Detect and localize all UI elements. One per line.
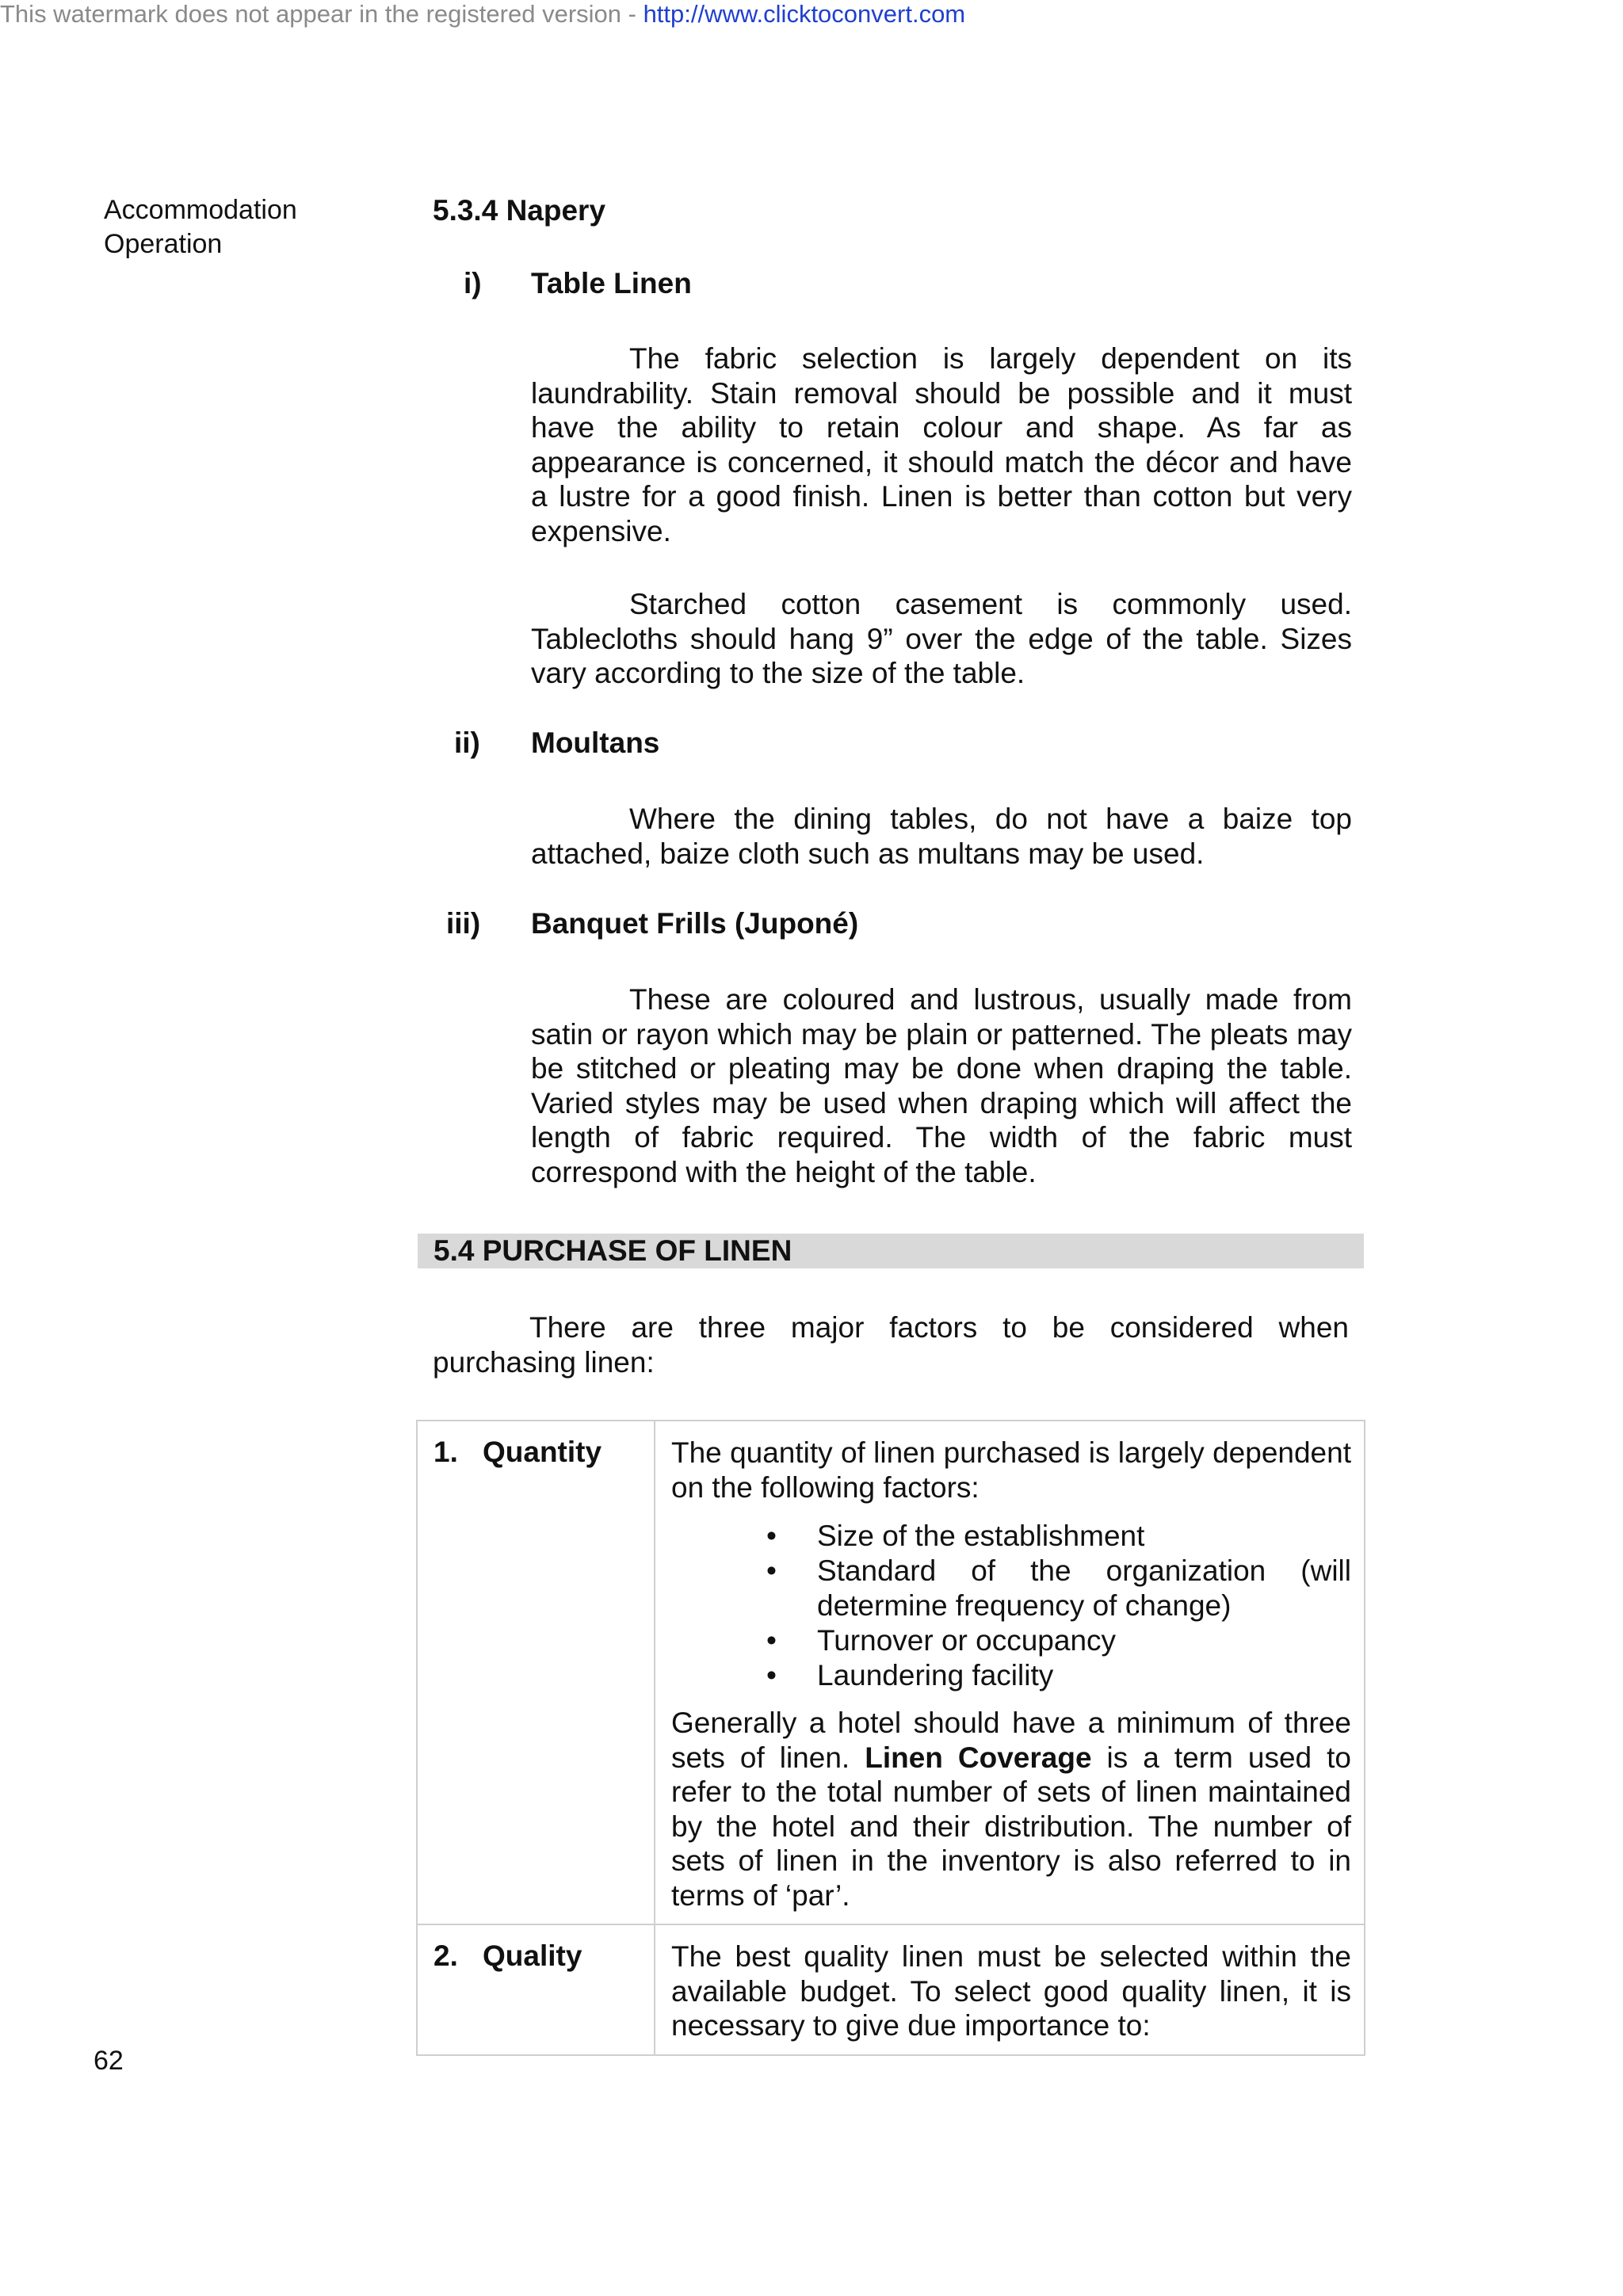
watermark-text: This watermark does not appear in the registered version -: [0, 0, 643, 28]
list-item: • Laundering facility: [817, 1658, 1351, 1693]
paragraph: Starched cotton casement is commonly used. Tablecloths should hang 9” over the edge of the table. Sizes vary according to the size of the table.: [531, 588, 1352, 689]
paragraph: These are coloured and lustrous, usually made from satin or rayon which may be plain or patterned. The pleats may be stitched or pleating may be done when draping the table. Varied styles may be used when draping which will affect the length of fabric required. The width of the fabric must correspond with the height of the table.: [531, 983, 1352, 1188]
item-title-moultans: Moultans: [531, 727, 660, 759]
list-item: • Standard of the organization (will determine frequency of change): [817, 1554, 1351, 1623]
table-row: [417, 1421, 1365, 1924]
item-title-table-linen: Table Linen: [531, 267, 692, 299]
section-heading-purchase: 5.4 PURCHASE OF LINEN: [433, 1234, 792, 1267]
factor-list: [671, 1519, 1351, 1693]
item-title-banquet-frills: Banquet Frills (Juponé): [531, 907, 859, 940]
closing-text: Generally a hotel should have a minimum of three sets of linen.: [671, 1707, 1351, 1774]
factors-table: [416, 1420, 1365, 2056]
page-number: 62: [94, 2046, 124, 2076]
item-numeral: ii): [454, 727, 480, 759]
watermark-link[interactable]: http://www.clicktoconvert.com: [643, 0, 966, 28]
row-label-quantity: Quantity: [483, 1436, 602, 1468]
margin-note-line1: Accommodation: [104, 195, 297, 225]
table-row: [417, 1924, 1365, 2055]
table-cell-content: [655, 1421, 1365, 1924]
section-heading-napery: 5.3.4 Napery: [433, 194, 606, 227]
list-item: • Turnover or occupancy: [817, 1623, 1351, 1658]
row-number: 1.: [433, 1436, 458, 1468]
section-heading-bar: [418, 1234, 1364, 1268]
row-label-quality: Quality: [483, 1939, 582, 1972]
table-cell-label: [417, 1924, 655, 2055]
paragraph: The fabric selection is largely dependent on its laundrability. Stain removal should be possible and it must have the ability to retain colour and shape. As far as appearance is concerned, it should match the décor and have a lustre for a good finish. Linen is better than cotton but very expensive.: [531, 342, 1352, 547]
quality-text: The best quality linen must be selected within the available budget. To select good quality linen, it is necessary to give due importance to:: [671, 1940, 1351, 2042]
quantity-intro: The quantity of linen purchased is largely dependent on the following factors:: [671, 1436, 1351, 1504]
closing-text: is a term used to refer to the total number of sets of linen maintained by the hotel and their distribution. The number of sets of linen in the inventory is also referred to in terms of ‘par’.: [671, 1741, 1351, 1912]
paragraph: Where the dining tables, do not have a baize top attached, baize cloth such as multans may be used.: [531, 803, 1352, 870]
watermark: [0, 0, 965, 29]
table-cell-label: [417, 1421, 655, 1924]
margin-note-line2: Operation: [104, 229, 223, 259]
item-numeral: i): [464, 267, 482, 299]
section-intro: There are three major factors to be considered when purchasing linen:: [433, 1311, 1349, 1379]
quantity-closing: [671, 1706, 1351, 1913]
linen-coverage-term: Linen Coverage: [865, 1741, 1092, 1774]
table-cell-content: [655, 1924, 1365, 2055]
margin-note: [104, 193, 297, 261]
row-number: 2.: [433, 1939, 458, 1972]
item-numeral: iii): [446, 907, 481, 940]
list-item: • Size of the establishment: [817, 1519, 1351, 1554]
